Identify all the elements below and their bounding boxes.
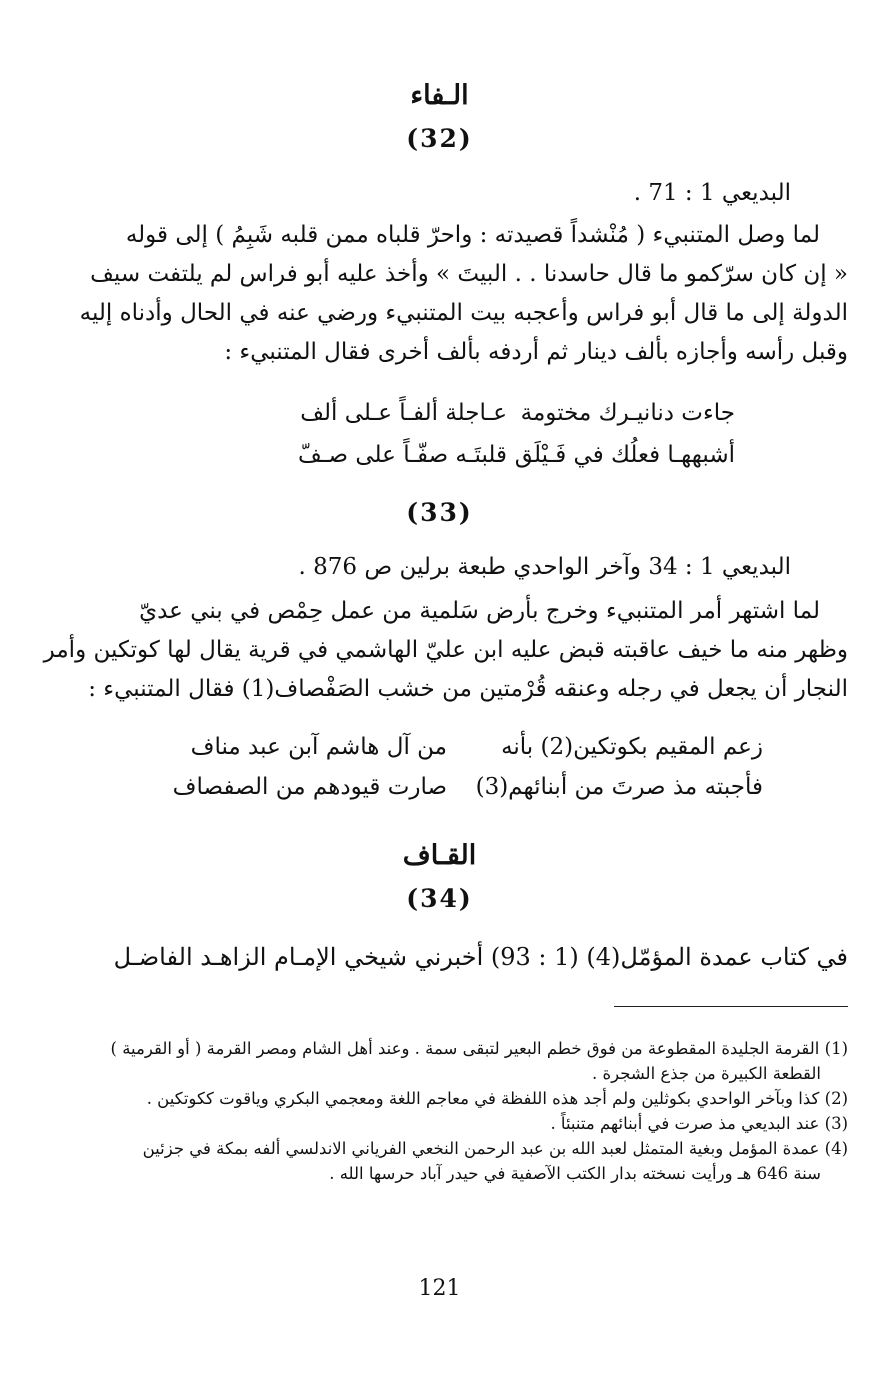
footnote-marker: (1) xyxy=(824,1039,848,1058)
footnote-text: عمدة المؤمل وبغية المتمثل لعبد الله بن عبد الرحمن النخعي الفرياني الاندلسي ألفه بمكة في جزئين xyxy=(142,1139,820,1158)
prose-line: لما اشتهر أمر المتنبيء وخرج بأرض سَلمية من عمل حِمْص في بني عديّ xyxy=(139,598,820,624)
prose-line: الدولة إلى ما قال أبو فراس وأعجبه بيت المتنبيء ورضي عنه في الحال وأدناه إليه xyxy=(79,300,848,326)
verse-hemistich-right: أشبههـا فعلُك في فَـيْلَق xyxy=(514,442,735,468)
prose-paragraph-32 xyxy=(79,216,848,372)
section-title-qaf: القـاف xyxy=(402,840,477,871)
footnotes xyxy=(100,1036,848,1186)
poem-number-34: (34) xyxy=(406,884,473,913)
page-number: 121 xyxy=(418,1276,461,1301)
prose-line: وقبل رأسه وأجازه بألف دينار ثم أردفه بألف أخرى فقال المتنبيء : xyxy=(224,339,848,365)
poem-number-32: (32) xyxy=(406,124,473,153)
footnote-text: القرمة الجليدة المقطوعة من فوق خطم البعير لتبقى سمة . وعند أهل الشام ومصر القرمة ( أو القرمية ) xyxy=(110,1039,820,1058)
prose-line: النجار أن يجعل في رجله وعنقه قُرْمتين من خشب الصَفْصاف(1) فقال المتنبيء : xyxy=(88,676,848,702)
footnote-1-continued: القطعة الكبيرة من جذع الشجرة . xyxy=(591,1064,821,1083)
verse-hemistich-right: فأجبته مذ صرتَ من أبنائهم(3) xyxy=(475,774,763,800)
footnote-1 xyxy=(100,1036,848,1061)
source-reference-33: البديعي 1 : 34 وآخر الواحدي طبعة برلين ص 876 . xyxy=(298,554,791,580)
verse-hemistich-left: عـاجلة ألفـاً عـلى ألف xyxy=(300,400,507,426)
prose-line: لما وصل المتنبيء ( مُنْشداً قصيدته : واحرّ قلباه ممن قلبه شَبِمُ ) إلى قوله xyxy=(125,222,820,248)
footnote-marker: (4) xyxy=(824,1139,848,1158)
verse-hemistich-left: صارت قيودهم من الصفصاف xyxy=(172,774,447,800)
prose-line: في كتاب عمدة المؤمّل(4) (1 : 93) أخبرني شيخي الإمـام الزاهـد الفاضـل xyxy=(113,943,848,971)
footnote-4-continued: سنة 646 هـ ورأيت نسخته بدار الكتب الآصفية في حيدر آباد حرسها الله . xyxy=(329,1164,821,1183)
prose-line: « إن كان سرّكمو ما قال حاسدنا . . البيتَ » وأخذ عليه أبو فراس لم يلتفت سيف xyxy=(90,261,848,287)
verse-hemistich-right: زعم المقيم بكوتكين(2) بأنه xyxy=(501,734,763,760)
footnote-text: كذا وبآخر الواحدي بكوثلين ولم أجد هذه اللفظة في معاجم اللغة ومعجمي البكري وياقوت ككوتكين . xyxy=(146,1089,820,1108)
footnote-marker: (2) xyxy=(824,1089,848,1108)
verse-hemistich-left: من آل هاشم آبن عبد مناف xyxy=(190,734,447,760)
prose-line: وظهر منه ما خيف عاقبته قبض عليه ابن عليّ الهاشمي في قرية يقال لها كوتكين وأمر xyxy=(43,637,848,663)
section-title-fa: الـفاء xyxy=(410,80,469,111)
verse-hemistich-right: جاءت دنانيـرك مختومة xyxy=(520,400,735,426)
verse-hemistich-left: قلبتَـه صفّـاً على صـفّ xyxy=(298,442,507,468)
footnote-3 xyxy=(100,1111,848,1136)
footnote-marker: (3) xyxy=(824,1114,848,1133)
footnote-divider xyxy=(614,1006,848,1007)
prose-paragraph-33 xyxy=(43,592,848,709)
footnote-4 xyxy=(100,1136,848,1161)
source-reference-32: البديعي 1 : 71 . xyxy=(633,180,791,206)
footnote-2 xyxy=(100,1086,848,1111)
poem-number-33: (33) xyxy=(406,498,473,527)
footnote-text: عند البديعي مذ صرت في أبنائهم متنبئاً . xyxy=(550,1114,820,1133)
prose-paragraph-34 xyxy=(104,938,848,977)
